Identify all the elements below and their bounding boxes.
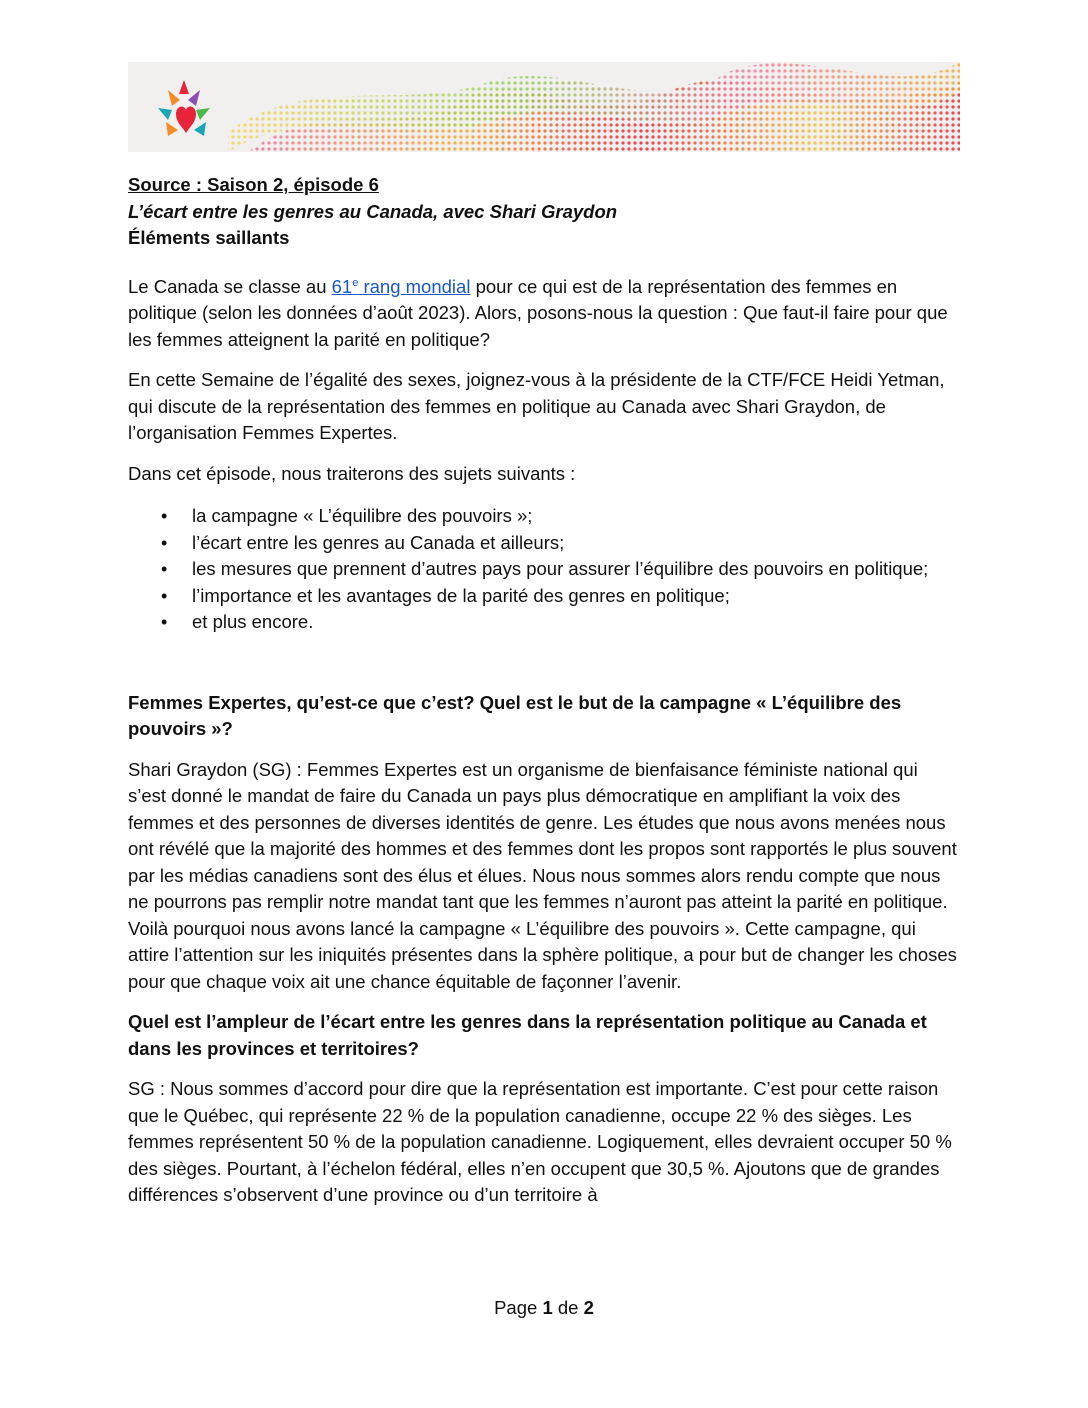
intro-paragraph-1 <box>128 270 960 354</box>
document-body <box>128 172 960 1209</box>
intro-paragraph-3: Dans cet épisode, nous traiterons des sujets suivants : <box>128 462 576 484</box>
banner-graphic <box>128 62 960 152</box>
page-number: 1 <box>542 1297 553 1318</box>
episode-subtitle: L’écart entre les genres au Canada, avec Shari Graydon <box>128 200 618 222</box>
logo-icon <box>158 80 210 136</box>
list-item: • l’écart entre les genres au Canada et ailleurs; <box>128 530 960 557</box>
intro-paragraph-2: En cette Semaine de l’égalité des sexes, joignez-vous à la présidente de la CTF/FCE Heidi Yetman, qui discute de la représentation des femmes en politique au Canada avec Shari Graydon, de l’organisation Femmes Expertes. <box>128 369 945 444</box>
answer-paragraph: Shari Graydon (SG) : Femmes Expertes est un organisme de bienfaisance féministe national qui s’est donné le mandat de faire du Canada un pays plus démocratique en amplifiant la voix des femmes et des personnes de diverses identités de genre. Les études que nous avons menées nous ont révélé que la majorité des hommes et des femmes dont les propos sont rapportés le plus souvent par les médias canadiens sont des élus et élues. Nous nous sommes alors rendu compte que nous ne pourrons pas remplir notre mandat tant que les femmes n’auront pas atteint la parité en politique. Voilà pourquoi nous avons lancé la campagne « L’équilibre des pouvoirs ». Cette campagne, qui attire l’attention sur les iniquités présentes dans la sphère politique, a pour but de changer les choses pour que chaque voix ait une chance équitable de façonner l’avenir. <box>128 758 957 992</box>
question-heading: Femmes Expertes, qu’est-ce que c’est? Quel est le but de la campagne « L’équilibre des pouvoirs »? <box>128 691 902 740</box>
section-heading: Éléments saillants <box>128 227 290 248</box>
question-heading: Quel est l’ampleur de l’écart entre les genres dans la représentation politique au Canada et dans les provinces et territoires? <box>128 1011 927 1059</box>
list-item: • la campagne « L’équilibre des pouvoirs »; <box>128 503 960 530</box>
list-item: • les mesures que prennent d’autres pays pour assurer l’équilibre des pouvoirs en politique; <box>128 556 960 583</box>
source-line: Source : Saison 2, épisode 6 <box>128 174 379 195</box>
page-total: 2 <box>583 1297 594 1318</box>
intro-text-after: pour ce qui est de la représentation des femmes en politique (selon les données d’août 2023). Alors, posons-nous la question : Que faut-il faire pour que les femmes atteignent la parité en politique? <box>128 275 948 350</box>
topics-list <box>128 503 960 636</box>
source-title <box>128 172 960 199</box>
answer-paragraph: SG : Nous sommes d’accord pour dire que la représentation est importante. C’est pour cette raison que le Québec, qui représente 22 % de la population canadienne, occupe 22 % des sièges. Les femmes représentent 50 % de la population canadienne. Logiquement, elles devraient occuper 50 % des sièges. Pourtant, à l’échelon fédéral, elles n’en occupent que 30,5 %. Ajoutons que de grandes différences s’observent d’une province ou d’un territoire à <box>128 1078 952 1206</box>
header-banner <box>128 62 960 152</box>
page-of-label: de <box>557 1297 579 1318</box>
list-item: • et plus encore. <box>128 609 960 636</box>
page-label: Page <box>494 1297 538 1318</box>
intro-text-before: Le Canada se classe au <box>128 275 332 297</box>
page-footer <box>0 1297 1088 1319</box>
list-item: • l’importance et les avantages de la parité des genres en politique; <box>128 583 960 610</box>
world-rank-link[interactable]: 61e rang mondial <box>331 275 471 297</box>
